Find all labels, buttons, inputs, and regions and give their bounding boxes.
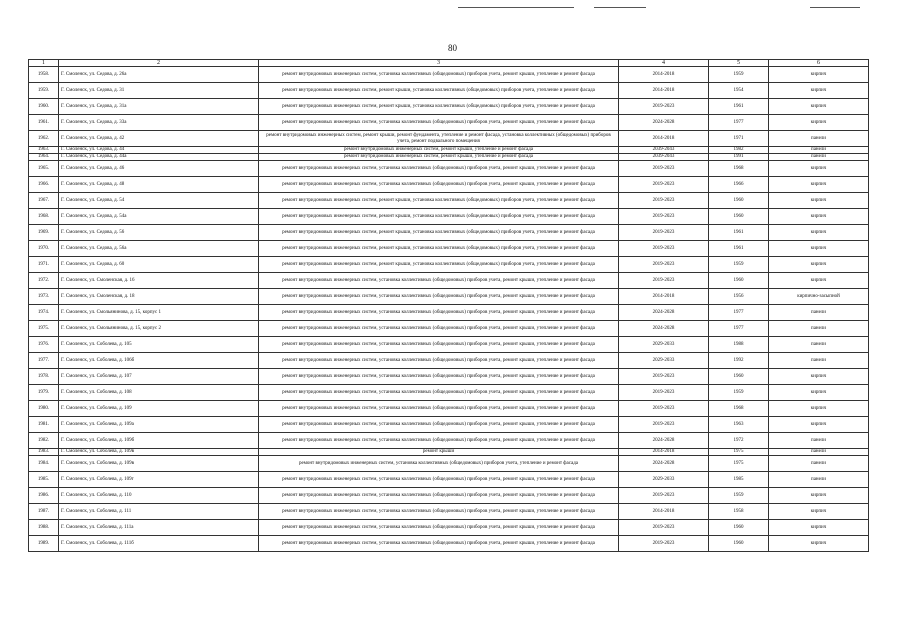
col-header-5: 5 [709, 60, 769, 67]
row-period: 2024-2028 [619, 321, 709, 337]
row-works: ремонт внутридомовых инженерных систем, ремонт крыши, установка коллективных (общедомовых) приборов учета, утепление и ремонт фасада [259, 99, 619, 115]
row-works: ремонт внутридомовых инженерных систем, установка коллективных (общедомовых) приборов учета, ремонт крыши, утепление и ремонт фасада [259, 520, 619, 536]
row-material: панели [769, 449, 869, 456]
row-year: 1960 [709, 536, 769, 552]
table-row [29, 241, 869, 257]
row-number: 1980. [29, 401, 59, 417]
row-period: 2019-2023 [619, 99, 709, 115]
row-period: 2019-2023 [619, 536, 709, 552]
table-row [29, 520, 869, 536]
table-row [29, 131, 869, 147]
row-works: ремонт внутридомовых инженерных систем, ремонт крыши, установка коллективных (общедомовых) приборов учета, утепление и ремонт фасада [259, 241, 619, 257]
row-year: 1960 [709, 520, 769, 536]
row-period: 2014-2018 [619, 131, 709, 147]
table-row [29, 67, 869, 83]
col-header-2: 2 [59, 60, 259, 67]
table-row [29, 401, 869, 417]
row-material: кирпич [769, 209, 869, 225]
row-material: панели [769, 353, 869, 369]
row-number: 1988. [29, 520, 59, 536]
row-period: 2019-2023 [619, 401, 709, 417]
row-year: 1968 [709, 161, 769, 177]
row-year: 1968 [709, 401, 769, 417]
row-address: Г. Смоленск, ул. Седова, д. 26а [59, 67, 259, 83]
row-material: кирпич [769, 385, 869, 401]
row-period: 2019-2023 [619, 273, 709, 289]
table-row [29, 209, 869, 225]
row-period: 2014-2018 [619, 83, 709, 99]
row-number: 1973. [29, 289, 59, 305]
row-number: 1964. [29, 154, 59, 161]
row-works: ремонт внутридомовых инженерных систем, установка коллективных (общедомовых) приборов учета, ремонт крыши, утепление и ремонт фасада [259, 536, 619, 552]
row-address: Г. Смоленск, ул. Соболева, д. 109г [59, 472, 259, 488]
row-address: Г. Смоленск, ул. Седова, д. 56а [59, 241, 259, 257]
row-address: Г. Смоленск, ул. Соболева, д. 106б [59, 353, 259, 369]
row-address: Г. Смоленск, ул. Седова, д. 31а [59, 99, 259, 115]
row-material: кирпич [769, 193, 869, 209]
row-address: Г. Смоленск, ул. Соболева, д. 109в [59, 449, 259, 456]
row-works: ремонт внутридомовых инженерных систем, ремонт крыши, установка коллективных (общедомовых) приборов учета, утепление и ремонт фасада [259, 209, 619, 225]
row-works: ремонт внутридомовых инженерных систем, ремонт крыши, установка коллективных (общедомовых) приборов учета, утепление и ремонт фасада [259, 193, 619, 209]
row-address: Г. Смоленск, ул. Седова, д. 31 [59, 83, 259, 99]
row-address: Г. Смоленск, ул. Смольянинова, д. 15, корпус 1 [59, 305, 259, 321]
row-address: Г. Смоленск, ул. Соболева, д. 108 [59, 385, 259, 401]
row-address: Г. Смоленск, ул. Седова, д. 44а [59, 154, 259, 161]
row-works: ремонт внутридомовых инженерных систем, установка коллективных (общедомовых) приборов учета, ремонт крыши, утепление и ремонт фасада [259, 504, 619, 520]
row-number: 1979. [29, 385, 59, 401]
table-row [29, 193, 869, 209]
row-works: ремонт внутридомовых инженерных систем, установка коллективных (общедомовых) приборов учета, ремонт крыши, утепление и ремонт фасада [259, 161, 619, 177]
row-works: ремонт внутридомовых инженерных систем, ремонт крыши, установка коллективных (общедомовых) приборов учета, утепление и ремонт фасада [259, 83, 619, 99]
row-works: ремонт внутридомовых инженерных систем, установка коллективных (общедомовых) приборов учета, ремонт крыши, утепление и ремонт фасада [259, 401, 619, 417]
row-works: ремонт внутридомовых инженерных систем, установка коллективных (общедомовых) приборов учета, ремонт крыши, утепление и ремонт фасада [259, 305, 619, 321]
row-address: Г. Смоленск, ул. Соболева, д. 107 [59, 369, 259, 385]
row-year: 1961 [709, 241, 769, 257]
row-address: Г. Смоленск, ул. Седова, д. 42 [59, 131, 259, 147]
table-row [29, 385, 869, 401]
row-year: 1963 [709, 417, 769, 433]
row-number: 1959. [29, 83, 59, 99]
table-row [29, 488, 869, 504]
row-year: 1960 [709, 273, 769, 289]
row-works: ремонт внутридомовых инженерных систем, установка коллективных (общедомовых) приборов учета, ремонт крыши, утепление и ремонт фасада [259, 472, 619, 488]
table-row [29, 225, 869, 241]
row-number: 1971. [29, 257, 59, 273]
row-period: 2019-2023 [619, 241, 709, 257]
row-address: Г. Смоленск, ул. Седова, д. 48 [59, 177, 259, 193]
row-year: 1960 [709, 193, 769, 209]
row-number: 1989. [29, 536, 59, 552]
row-period: 2024-2028 [619, 456, 709, 472]
row-address: Г. Смоленск, ул. Соболева, д. 111б [59, 536, 259, 552]
table-row [29, 289, 869, 305]
row-address: Г. Смоленск, ул. Соболева, д. 109а [59, 417, 259, 433]
row-year: 1977 [709, 321, 769, 337]
repair-schedule-table [28, 59, 869, 552]
row-period: 2029-2033 [619, 472, 709, 488]
row-works: ремонт внутридомовых инженерных систем, установка коллективных (общедомовых) приборов учета, ремонт крыши, утепление и ремонт фасада [259, 177, 619, 193]
row-works: ремонт внутридомовых инженерных систем, установка коллективных (общедомовых) приборов учета, ремонт крыши, утепление и ремонт фасада [259, 353, 619, 369]
row-works: ремонт внутридомовых инженерных систем, ремонт крыши, установка коллективных (общедомовых) приборов учета, утепление и ремонт фасада [259, 257, 619, 273]
row-material: кирпич [769, 241, 869, 257]
row-period: 2024-2028 [619, 115, 709, 131]
row-period: 2019-2023 [619, 520, 709, 536]
row-works: ремонт внутридомовых инженерных систем, установка коллективных (общедомовых) приборов учета, ремонт крыши, утепление и ремонт фасада [259, 67, 619, 83]
row-year: 1975 [709, 456, 769, 472]
row-number: 1960. [29, 99, 59, 115]
row-material: кирпич [769, 161, 869, 177]
col-header-4: 4 [619, 60, 709, 67]
row-address: Г. Смоленск, ул. Соболева, д. 109в [59, 456, 259, 472]
table-row [29, 449, 869, 456]
row-number: 1984. [29, 456, 59, 472]
row-material: кирпич [769, 273, 869, 289]
row-address: Г. Смоленск, ул. Седова, д. 56 [59, 225, 259, 241]
row-period: 2039-2043 [619, 154, 709, 161]
row-period: 2014-2018 [619, 449, 709, 456]
row-address: Г. Смоленск, ул. Седова, д. 46 [59, 161, 259, 177]
row-material: кирпич [769, 369, 869, 385]
row-number: 1967. [29, 193, 59, 209]
row-year: 1966 [709, 177, 769, 193]
row-year: 1988 [709, 337, 769, 353]
row-works: ремонт внутридомовых инженерных систем, установка коллективных (общедомовых) приборов учета, ремонт крыши, утепление и ремонт фасада [259, 321, 619, 337]
row-material: кирпич [769, 99, 869, 115]
row-material: кирпич [769, 177, 869, 193]
top-rule-right [594, 7, 646, 8]
row-material: панели [769, 456, 869, 472]
row-period: 2019-2023 [619, 257, 709, 273]
row-year: 1977 [709, 305, 769, 321]
row-period: 2014-2018 [619, 289, 709, 305]
row-number: 1975. [29, 321, 59, 337]
row-number: 1962. [29, 131, 59, 147]
row-number: 1985. [29, 472, 59, 488]
col-header-1: 1 [29, 60, 59, 67]
row-year: 1991 [709, 154, 769, 161]
row-address: Г. Смоленск, ул. Седова, д. 54 [59, 193, 259, 209]
row-number: 1982. [29, 433, 59, 449]
top-rule-far-right [810, 7, 860, 8]
table-row [29, 177, 869, 193]
top-rule-left [458, 7, 574, 8]
table-row [29, 83, 869, 99]
row-address: Г. Смоленск, ул. Соболева, д. 111 [59, 504, 259, 520]
row-works: ремонт внутридомовых инженерных систем, установка коллективных (общедомовых) приборов учета, утепление и ремонт фасада [259, 456, 619, 472]
table-row [29, 99, 869, 115]
row-number: 1983. [29, 449, 59, 456]
table-row [29, 353, 869, 369]
row-material: панели [769, 305, 869, 321]
row-material: кирпич [769, 83, 869, 99]
row-address: Г. Смоленск, ул. Седова, д. 33а [59, 115, 259, 131]
row-number: 1965. [29, 161, 59, 177]
row-year: 1959 [709, 67, 769, 83]
row-address: Г. Смоленск, ул. Смоленская, д. 16 [59, 273, 259, 289]
row-number: 1969. [29, 225, 59, 241]
table-row [29, 257, 869, 273]
row-number: 1976. [29, 337, 59, 353]
row-year: 1960 [709, 369, 769, 385]
row-address: Г. Смоленск, ул. Соболева, д. 110 [59, 488, 259, 504]
row-material: кирпично-засыпной [769, 289, 869, 305]
row-works: ремонт крыши [259, 449, 619, 456]
table-row [29, 161, 869, 177]
row-year: 1992 [709, 353, 769, 369]
row-works: ремонт внутридомовых инженерных систем, установка коллективных (общедомовых) приборов учета, ремонт крыши, утепление и ремонт фасада [259, 488, 619, 504]
row-period: 2019-2023 [619, 225, 709, 241]
table-row [29, 369, 869, 385]
table-row [29, 472, 869, 488]
row-year: 1959 [709, 257, 769, 273]
row-material: кирпич [769, 417, 869, 433]
row-number: 1958. [29, 67, 59, 83]
row-works: ремонт внутридомовых инженерных систем, установка коллективных (общедомовых) приборов учета, ремонт крыши, утепление и ремонт фасада [259, 369, 619, 385]
row-year: 1971 [709, 131, 769, 147]
row-year: 1958 [709, 504, 769, 520]
row-period: 2024-2028 [619, 433, 709, 449]
row-works: ремонт внутридомовых инженерных систем, установка коллективных (общедомовых) приборов учета, ремонт крыши, утепление и ремонт фасада [259, 289, 619, 305]
table-row [29, 273, 869, 289]
row-material: кирпич [769, 520, 869, 536]
row-period: 2019-2023 [619, 385, 709, 401]
row-year: 1954 [709, 83, 769, 99]
row-material: кирпич [769, 536, 869, 552]
row-address: Г. Смоленск, ул. Соболева, д. 105 [59, 337, 259, 353]
table-row [29, 504, 869, 520]
row-works: ремонт внутридомовых инженерных систем, ремонт крыши, ремонт фундамента, утепление и ремонт фасада, установка коллективных (общедомовых) приборов учета, ремонт подвального помещения [259, 131, 619, 147]
row-works: ремонт внутридомовых инженерных систем, ремонт крыши, утепление и ремонт фасада [259, 147, 619, 154]
row-period: 2019-2023 [619, 177, 709, 193]
row-address: Г. Смоленск, ул. Смоленская, д. 18 [59, 289, 259, 305]
row-period: 2014-2018 [619, 67, 709, 83]
row-material: панели [769, 472, 869, 488]
row-material: панели [769, 131, 869, 147]
row-material: кирпич [769, 115, 869, 131]
row-material: панели [769, 337, 869, 353]
row-number: 1968. [29, 209, 59, 225]
row-works: ремонт внутридомовых инженерных систем, ремонт крыши, установка коллективных (общедомовых) приборов учета, утепление и ремонт фасада [259, 225, 619, 241]
table-row [29, 147, 869, 154]
table-body [29, 67, 869, 552]
row-material: панели [769, 154, 869, 161]
row-period: 2014-2018 [619, 504, 709, 520]
row-year: 1956 [709, 289, 769, 305]
row-works: ремонт внутридомовых инженерных систем, ремонт крыши, утепление и ремонт фасада [259, 154, 619, 161]
row-number: 1970. [29, 241, 59, 257]
row-year: 1972 [709, 433, 769, 449]
row-material: кирпич [769, 257, 869, 273]
row-number: 1977. [29, 353, 59, 369]
row-number: 1981. [29, 417, 59, 433]
row-number: 1974. [29, 305, 59, 321]
table-row [29, 305, 869, 321]
row-address: Г. Смоленск, ул. Смольянинова, д. 15, корпус 2 [59, 321, 259, 337]
row-material: кирпич [769, 67, 869, 83]
table-row [29, 337, 869, 353]
row-material: кирпич [769, 488, 869, 504]
col-header-3: 3 [259, 60, 619, 67]
row-works: ремонт внутридомовых инженерных систем, установка коллективных (общедомовых) приборов учета, ремонт крыши, утепление и ремонт фасада [259, 115, 619, 131]
row-works: ремонт внутридомовых инженерных систем, установка коллективных (общедомовых) приборов учета, ремонт крыши, утепление и ремонт фасада [259, 385, 619, 401]
row-works: ремонт внутридомовых инженерных систем, установка коллективных (общедомовых) приборов учета, ремонт крыши, утепление и ремонт фасада [259, 337, 619, 353]
row-number: 1987. [29, 504, 59, 520]
row-year: 1960 [709, 209, 769, 225]
row-period: 2029-2033 [619, 353, 709, 369]
table-row [29, 417, 869, 433]
header-row [29, 60, 869, 67]
row-number: 1966. [29, 177, 59, 193]
row-period: 2019-2023 [619, 488, 709, 504]
row-address: Г. Смоленск, ул. Соболева, д. 111а [59, 520, 259, 536]
table-row [29, 456, 869, 472]
row-address: Г. Смоленск, ул. Седова, д. 44 [59, 147, 259, 154]
row-number: 1961. [29, 115, 59, 131]
row-period: 2029-2033 [619, 337, 709, 353]
row-period: 2019-2023 [619, 417, 709, 433]
row-period: 2019-2023 [619, 209, 709, 225]
row-number: 1986. [29, 488, 59, 504]
row-address: Г. Смоленск, ул. Седова, д. 54а [59, 209, 259, 225]
row-year: 1961 [709, 99, 769, 115]
row-material: панели [769, 147, 869, 154]
row-material: панели [769, 433, 869, 449]
row-material: панели [769, 321, 869, 337]
table-row [29, 536, 869, 552]
row-period: 2019-2023 [619, 369, 709, 385]
table-row [29, 115, 869, 131]
table-row [29, 433, 869, 449]
row-works: ремонт внутридомовых инженерных систем, установка коллективных (общедомовых) приборов учета, ремонт крыши, утепление и ремонт фасада [259, 433, 619, 449]
row-material: кирпич [769, 401, 869, 417]
row-material: кирпич [769, 225, 869, 241]
row-year: 1975 [709, 449, 769, 456]
table-row [29, 154, 869, 161]
row-year: 1985 [709, 472, 769, 488]
page-number: 80 [448, 43, 457, 53]
row-number: 1972. [29, 273, 59, 289]
row-works: ремонт внутридомовых инженерных систем, установка коллективных (общедомовых) приборов учета, ремонт крыши, утепление и ремонт фасада [259, 417, 619, 433]
row-period: 2019-2023 [619, 193, 709, 209]
row-number: 1978. [29, 369, 59, 385]
row-year: 1977 [709, 115, 769, 131]
row-material: кирпич [769, 504, 869, 520]
row-address: Г. Смоленск, ул. Соболева, д. 109б [59, 433, 259, 449]
row-year: 1959 [709, 488, 769, 504]
row-number: 1963. [29, 147, 59, 154]
table-row [29, 321, 869, 337]
col-header-6: 6 [769, 60, 869, 67]
row-year: 1959 [709, 385, 769, 401]
row-year: 1982 [709, 147, 769, 154]
row-address: Г. Смоленск, ул. Седова, д. 60 [59, 257, 259, 273]
row-period: 2024-2028 [619, 305, 709, 321]
row-works: ремонт внутридомовых инженерных систем, установка коллективных (общедомовых) приборов учета, ремонт крыши, утепление и ремонт фасада [259, 273, 619, 289]
row-address: Г. Смоленск, ул. Соболева, д. 109 [59, 401, 259, 417]
row-year: 1961 [709, 225, 769, 241]
row-period: 2019-2023 [619, 161, 709, 177]
row-period: 2039-2043 [619, 147, 709, 154]
